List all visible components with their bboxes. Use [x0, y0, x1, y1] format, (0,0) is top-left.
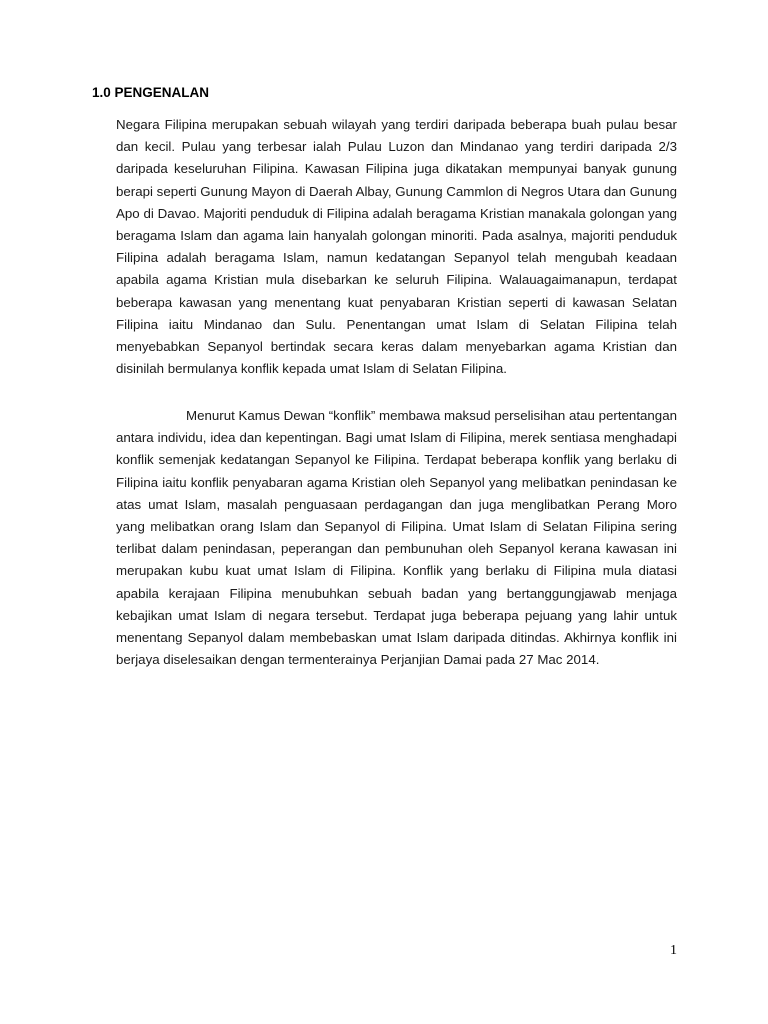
section-heading: 1.0 PENGENALAN: [92, 85, 210, 100]
paragraph-introduction: Negara Filipina merupakan sebuah wilayah yang terdiri daripada beberapa buah pulau besar dan kecil. Pulau yang terbesar ialah Pulau Luzon dan Mindanao yang terdiri daripada 2/3 daripada keseluruhan Filipina. Kawasan Filipina juga dikatakan mempunyai banyak gunung berapi seperti Gunung Mayon di Daerah Albay, Gunung Cammlon di Negros Utara dan Gunung Apo di Davao. Majoriti penduduk di Filipina adalah beragama Kristian manakala golongan yang beragama Islam dan agama lain hanyalah golongan minoriti. Pada asalnya, majoriti penduduk Filipina adalah beragama Islam, namun kedatangan Sepanyol telah mengubah keadaan apabila agama Kristian mula disebarkan ke seluruh Filipina. Walauagaimanapun, terdapat beberapa kawasan yang menentang kuat penyabaran Kristian seperti di kawasan Selatan Filipina iaitu Mindanao dan Sulu. Penentangan umat Islam di Selatan Filipina telah menyebabkan Sepanyol bertindak secara keras dalam menyebarkan agama Kristian dan disinilah bermulanya konflik kepada umat Islam di Selatan Filipina.: [116, 117, 677, 377]
paragraph-konflik: Menurut Kamus Dewan “konflik” membawa maksud perselisihan atau pertentangan antara individu, idea dan kepentingan. Bagi umat Islam di Filipina, merek sentiasa menghadapi konflik semenjak kedatangan Sepanyol ke Filipina. Terdapat beberapa konflik yang berlaku di Filipina iaitu konflik penyabaran agama Kristian oleh Sepanyol yang melibatkan penindasan ke atas umat Islam, masalah penguasaan perdagangan dan juga menglibatkan Perang Moro yang melibatkan orang Islam dan Sepanyol di Filipina. Umat Islam di Selatan Filipina sering terlibat dalam penindasan, peperangan dan pembunuhan oleh Sepanyol kerana kawasan ini merupakan kubu kuat umat Islam di Filipina. Konflik yang berlaku di Filipina mula diatasi apabila kerajaan Filipina menubuhkan sebuah badan yang bertanggungjawab menjaga kebajikan umat Islam di negara tersebut. Terdapat juga beberapa pejuang yang lahir untuk menentang Sepanyol dalam membebaskan umat Islam daripada ditindas. Akhirnya konflik ini berjaya diselesaikan dengan termenterainya Perjanjian Damai pada 27 Mac 2014.: [116, 408, 677, 668]
page-number: 1: [670, 943, 677, 958]
